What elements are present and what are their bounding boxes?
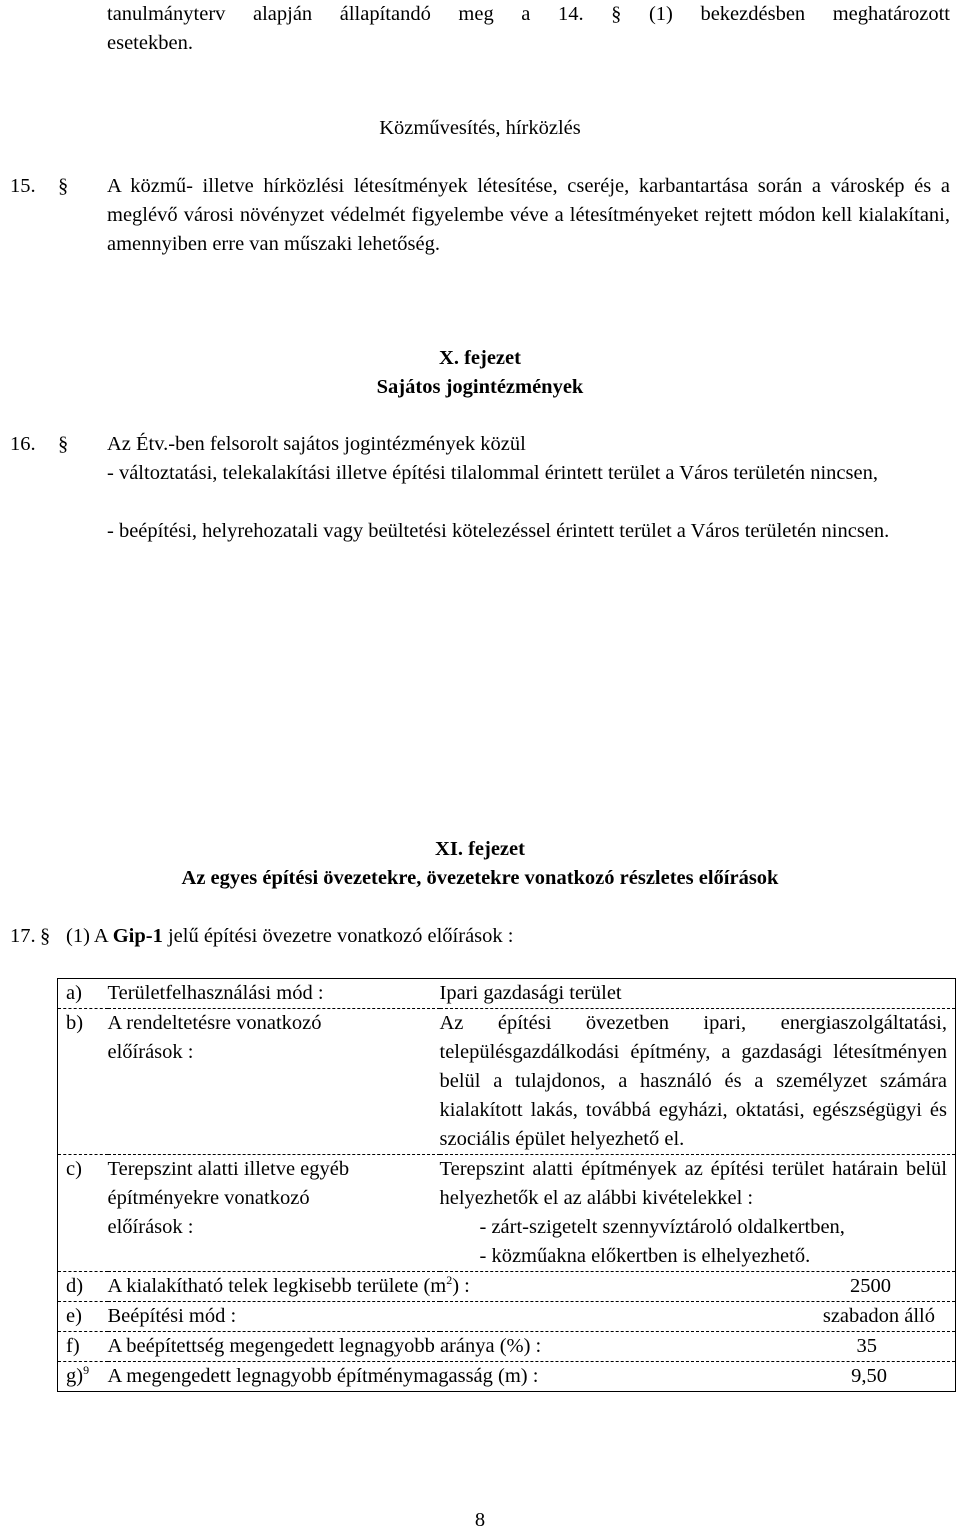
row-label: A megengedett legnagyobb építménymagasság (m) : (107, 1365, 539, 1387)
row-value: 2500 (850, 1275, 891, 1297)
row-label-sup: 2 (446, 1273, 453, 1288)
table-row-d (58, 1272, 956, 1302)
page-number: 8 (474, 1509, 486, 1531)
table-row-c (58, 1155, 956, 1272)
row-line (108, 1332, 956, 1361)
row-letter: e) (58, 1302, 108, 1332)
chapter-x-title: X. fejezet (439, 347, 521, 369)
table-row-e (58, 1302, 956, 1332)
row-label: Beépítési mód : (107, 1305, 237, 1327)
zone-spec-table (57, 978, 956, 1392)
top-paragraph-line2: esetekben. (107, 32, 193, 54)
footnote-ref: 9 (83, 1363, 90, 1378)
top-paragraph-line1: tanulmányterv alapján állapítandó meg a 14. § (1) bekezdésben meghatározott (107, 3, 950, 25)
table-row-f (58, 1332, 956, 1362)
row-value: Az építési övezetben ipari, energiaszolgáltatási, településgazdálkodási építmény, a gazdasági létesítményen belül a tulajdonos, a használó és a személyzet számára kialakított lakás, továbbá egyházi, oktatási, egészségügyi és szociális épület helyezhető el. (440, 1009, 956, 1155)
section-17-heading (66, 922, 513, 951)
row-label: Terepszint alatti illetve egyéb építményekre vonatkozó előírások : (108, 1155, 440, 1272)
row-label-pre: A kialakítható telek legkisebb területe (m (107, 1275, 447, 1297)
section-number-17: 17. (10, 925, 36, 947)
table-row-b (58, 1009, 956, 1155)
row-letter: c) (58, 1155, 108, 1272)
row-label: Területfelhasználási mód : (108, 979, 440, 1009)
row-value: 9,50 (851, 1365, 887, 1387)
section-15-text: A közmű- illetve hírközlési létesítmények létesítése, cseréje, karbantartása során a városkép és a meglévő városi növényzet védelmét figyelembe véve a létesítményeket rejtett módon kell kialakítani, amennyiben erre van műszaki lehetőség. (107, 175, 950, 255)
row-value-text: Terepszint alatti építmények az építési terület határain belül helyezhetők el az alábbi kivételekkel : (439, 1158, 947, 1209)
row-content (108, 1302, 956, 1332)
row-letter: d) (58, 1272, 108, 1302)
row-letter: b) (58, 1009, 108, 1155)
row-line (108, 1302, 956, 1331)
section-heading-kozmu: Közművesítés, hírközlés (379, 117, 581, 139)
row-content (108, 1272, 956, 1302)
row-value: szabadon álló (822, 1305, 935, 1327)
row-letter (58, 1362, 108, 1392)
section-sign-16: § (58, 433, 69, 455)
row-letter: a) (58, 979, 108, 1009)
row-value (440, 1155, 956, 1272)
row-value: Ipari gazdasági terület (440, 979, 956, 1009)
chapter-xi-subtitle: Az egyes építési övezetekre, övezetekre vonatkozó részletes előírások (181, 867, 779, 889)
row-value-sub2: - közműakna előkertben is elhelyezhető. (479, 1245, 811, 1267)
section-number-16: 16. (10, 433, 36, 455)
row-letter-text: g) (66, 1365, 84, 1387)
section-17-pre: (1) A (66, 925, 113, 947)
table-row-a (58, 979, 956, 1009)
row-value-sub1: - zárt-szigetelt szennyvíztároló oldalkertben, (479, 1216, 845, 1238)
section-16-item2: - beépítési, helyrehozatali vagy beültetési kötelezéssel érintett terület a Város területén nincsen. (107, 520, 890, 542)
zone-code: Gip-1 (112, 925, 163, 947)
row-line (108, 1272, 956, 1301)
row-label: A beépítettség megengedett legnagyobb aránya (%) : (107, 1335, 542, 1357)
row-label-post: ) : (452, 1275, 470, 1297)
section-17-post: jelű építési övezetre vonatkozó előírások : (162, 925, 514, 947)
section-number-15: 15. (10, 175, 36, 197)
row-content (108, 1362, 956, 1392)
row-label: A rendeltetésre vonatkozó előírások : (108, 1009, 440, 1155)
row-content (108, 1332, 956, 1362)
section-16-intro: Az Étv.-ben felsorolt sajátos jogintézmények közül (107, 433, 526, 455)
table-row-g (58, 1362, 956, 1392)
row-letter: f) (58, 1332, 108, 1362)
row-value: 35 (856, 1335, 877, 1357)
section-16-item1: - változtatási, telekalakítási illetve építési tilalommal érintett terület a Város területén nincsen, (107, 462, 878, 484)
chapter-xi-title: XI. fejezet (435, 838, 525, 860)
chapter-x-subtitle: Sajátos jogintézmények (376, 376, 584, 398)
section-sign-17: § (40, 925, 51, 947)
row-label (108, 1272, 470, 1301)
section-sign-15: § (58, 175, 69, 197)
row-line (108, 1362, 956, 1391)
